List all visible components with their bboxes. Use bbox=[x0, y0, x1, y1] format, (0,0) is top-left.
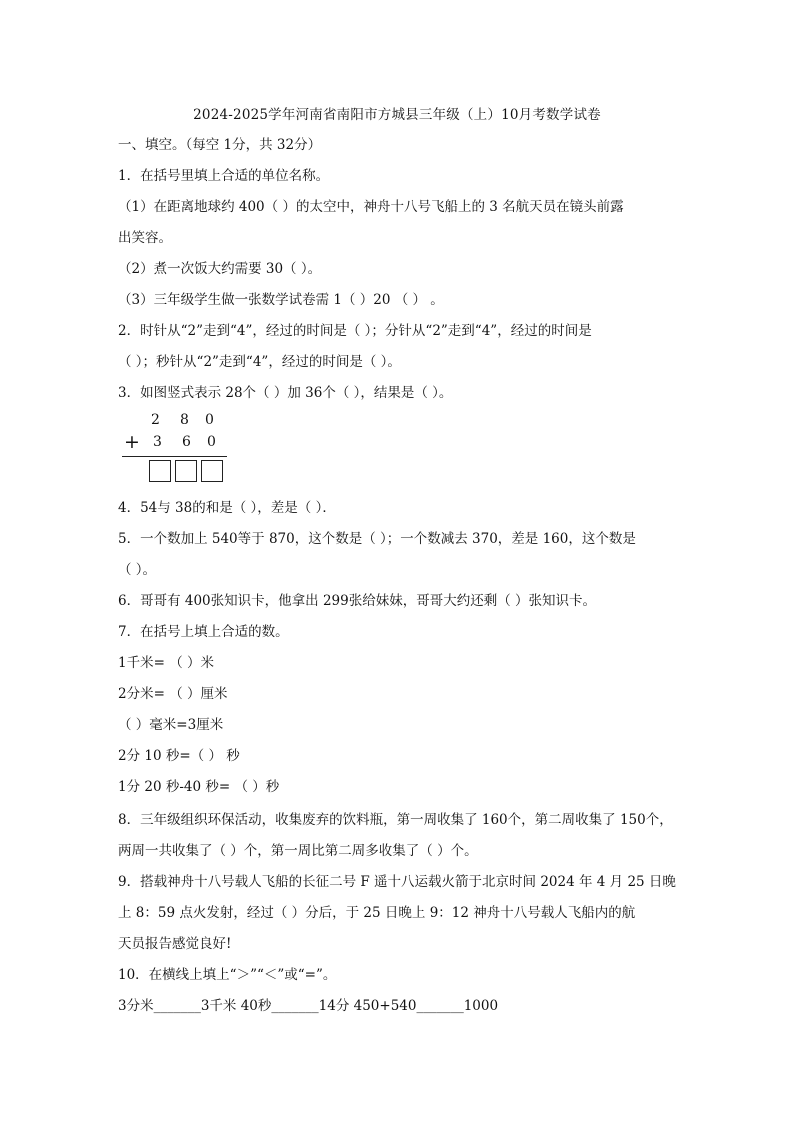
addend-1-digit: 0 bbox=[205, 412, 214, 428]
question-5-line-2: （ ）。 bbox=[118, 562, 157, 578]
question-7-item: 2分米= （ ）厘米 bbox=[118, 686, 228, 702]
addend-2-digit: 3 bbox=[153, 434, 162, 450]
addend-1-digit: 2 bbox=[151, 412, 160, 428]
section-heading: 一、填空。（每空 1分，共 32分） bbox=[118, 137, 322, 153]
answer-box[interactable] bbox=[175, 460, 197, 482]
answer-box[interactable] bbox=[201, 460, 223, 482]
question-9-line-2: 上 8：59 点火发射，经过（ ）分后，于 25 日晚上 9：12 神舟十八号载人飞船内的航 bbox=[118, 905, 636, 921]
question-5-line-1: 5．一个数加上 540等于 870，这个数是（ ）；一个数减去 370，差是 160，这个数是 bbox=[118, 531, 636, 547]
question-7-item: 1分 20 秒-40 秒= （ ）秒 bbox=[118, 779, 280, 795]
question-6: 6．哥哥有 400张知识卡，他拿出 299张给妹妹，哥哥大约还剩（ ）张知识卡。 bbox=[118, 593, 596, 609]
addend-1-digit: 8 bbox=[180, 412, 189, 428]
question-4: 4．54与 38的和是（ ），差是（ ）． bbox=[118, 500, 336, 516]
question-10-stem: 10．在横线上填上“＞”“＜”或“=”。 bbox=[118, 967, 337, 983]
addend-2-digit: 0 bbox=[207, 434, 216, 450]
question-8-line-2: 两周一共收集了（ ）个，第一周比第二周多收集了（ ）个。 bbox=[118, 843, 478, 859]
question-1-stem: 1．在括号里填上合适的单位名称。 bbox=[118, 168, 330, 184]
question-9-line-1: 9．搭载神舟十八号载人飞船的长征二号 F 遥十八运载火箭于北京时间 2024 年 4 月 25 日晚 bbox=[118, 874, 676, 890]
question-2-line-1: 2．时针从“2”走到“4”，经过的时间是（ ）；分针从“2”走到“4”，经过的时间是 bbox=[118, 323, 592, 339]
question-1-part-2: （2）煮一次饭大约需要 30（ ）。 bbox=[118, 261, 322, 277]
question-1-part-3: （3）三年级学生做一张数学试卷需 1（ ）20 （ ） 。 bbox=[118, 292, 444, 308]
question-7-stem: 7．在括号上填上合适的数。 bbox=[118, 624, 289, 640]
plus-sign: + bbox=[124, 431, 140, 453]
question-1-part-1: （1）在距离地球约 400（ ）的太空中，神舟十八号飞船上的 3 名航天员在镜头前露 bbox=[118, 199, 624, 215]
question-2-line-2: （ ）；秒针从“2”走到“4”，经过的时间是（ ）。 bbox=[118, 354, 401, 370]
question-8-line-1: 8．三年级组织环保活动，收集废弃的饮料瓶，第一周收集了 160个，第二周收集了 150个， bbox=[118, 812, 673, 828]
question-7-item: 2分 10 秒=（ ） 秒 bbox=[118, 748, 240, 764]
question-10-comparisons[interactable]: 3分米_______3千米 40秒_______14分 450+540_______1000 bbox=[118, 998, 499, 1014]
sum-rule bbox=[122, 456, 227, 457]
question-1-part-1-cont: 出笑容。 bbox=[118, 230, 172, 246]
question-7-item: 1千米= （ ）米 bbox=[118, 655, 214, 671]
question-9-line-3: 天员报告感觉良好! bbox=[118, 936, 232, 952]
question-3: 3．如图竖式表示 28个（ ）加 36个（ ），结果是（ ）。 bbox=[118, 385, 453, 401]
answer-box[interactable] bbox=[149, 460, 171, 482]
addend-2-digit: 6 bbox=[182, 434, 191, 450]
exam-title: 2024-2025学年河南省南阳市方城县三年级（上）10月考数学试卷 bbox=[193, 107, 601, 123]
question-7-item: （ ）毫米=3厘米 bbox=[118, 717, 224, 733]
